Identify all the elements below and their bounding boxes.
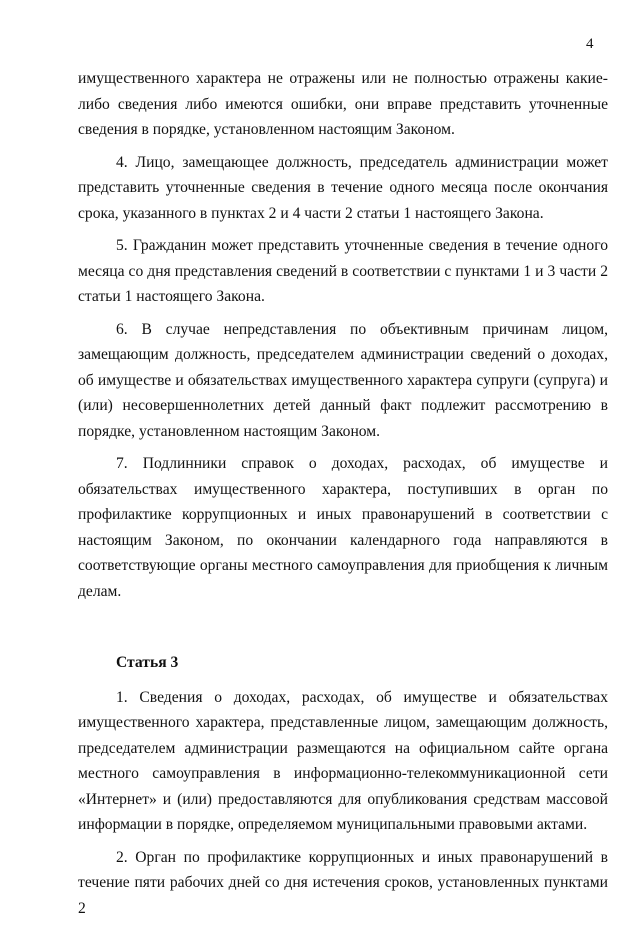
paragraph-item-7: 7. Подлинники справок о доходах, расходах, об имуществе и обязательствах имущественного характера, поступивших в орган по профилактике коррупционных и иных правонарушений в соответствии с настоящим Законом, по окончании календарного года направляются в соответствующие органы местного самоуправления для приобщения к личным делам. (78, 455, 608, 600)
paragraph-item-4: 4. Лицо, замещающее должность, председатель администрации может представить уточненные сведения в течение одного месяца после окончания срока, указанного в пунктах 2 и 4 части 2 статьи 1 настоящего Закона. (78, 153, 608, 222)
article-3-item-2: 2. Орган по профилактике коррупционных и иных правонарушений в течение пяти рабочих дней со дня истечения сроков, установленных пунктами 2 (78, 848, 608, 917)
paragraph-item-6: 6. В случае непредставления по объективным причинам лицом, замещающим должность, председателем администрации сведений о доходах, об имуществе и обязательствах имущественного характера супруги (супруга) и (или) несовершеннолетних детей данный факт подлежит рассмотрению в порядке, установленном настоящим Законом. (78, 320, 608, 440)
paragraph-continuation: имущественного характера не отражены или не полностью отражены какие-либо сведения либо имеются ошибки, они вправе представить уточненные сведения в порядке, установленном настоящим Законом. (78, 70, 608, 138)
document-body (78, 66, 608, 928)
page-number: 4 (586, 36, 594, 52)
paragraph-item-5: 5. Гражданин может представить уточненные сведения в течение одного месяца со дня представления сведений в соответствии с пунктами 1 и 3 части 2 статьи 1 настоящего Закона. (78, 237, 608, 305)
article-heading: Статья 3 (116, 654, 179, 671)
article-3-item-1: 1. Сведения о доходах, расходах, об имуществе и обязательствах имущественного характера, представленные лицом, замещающим должность, председателем администрации размещаются на официальном сайте органа местного самоуправления в информационно-телекоммуникационной сети «Интернет» и (или) предоставляются для опубликования средствам массовой информации в порядке, определяемом муниципальными правовыми актами. (78, 688, 608, 833)
